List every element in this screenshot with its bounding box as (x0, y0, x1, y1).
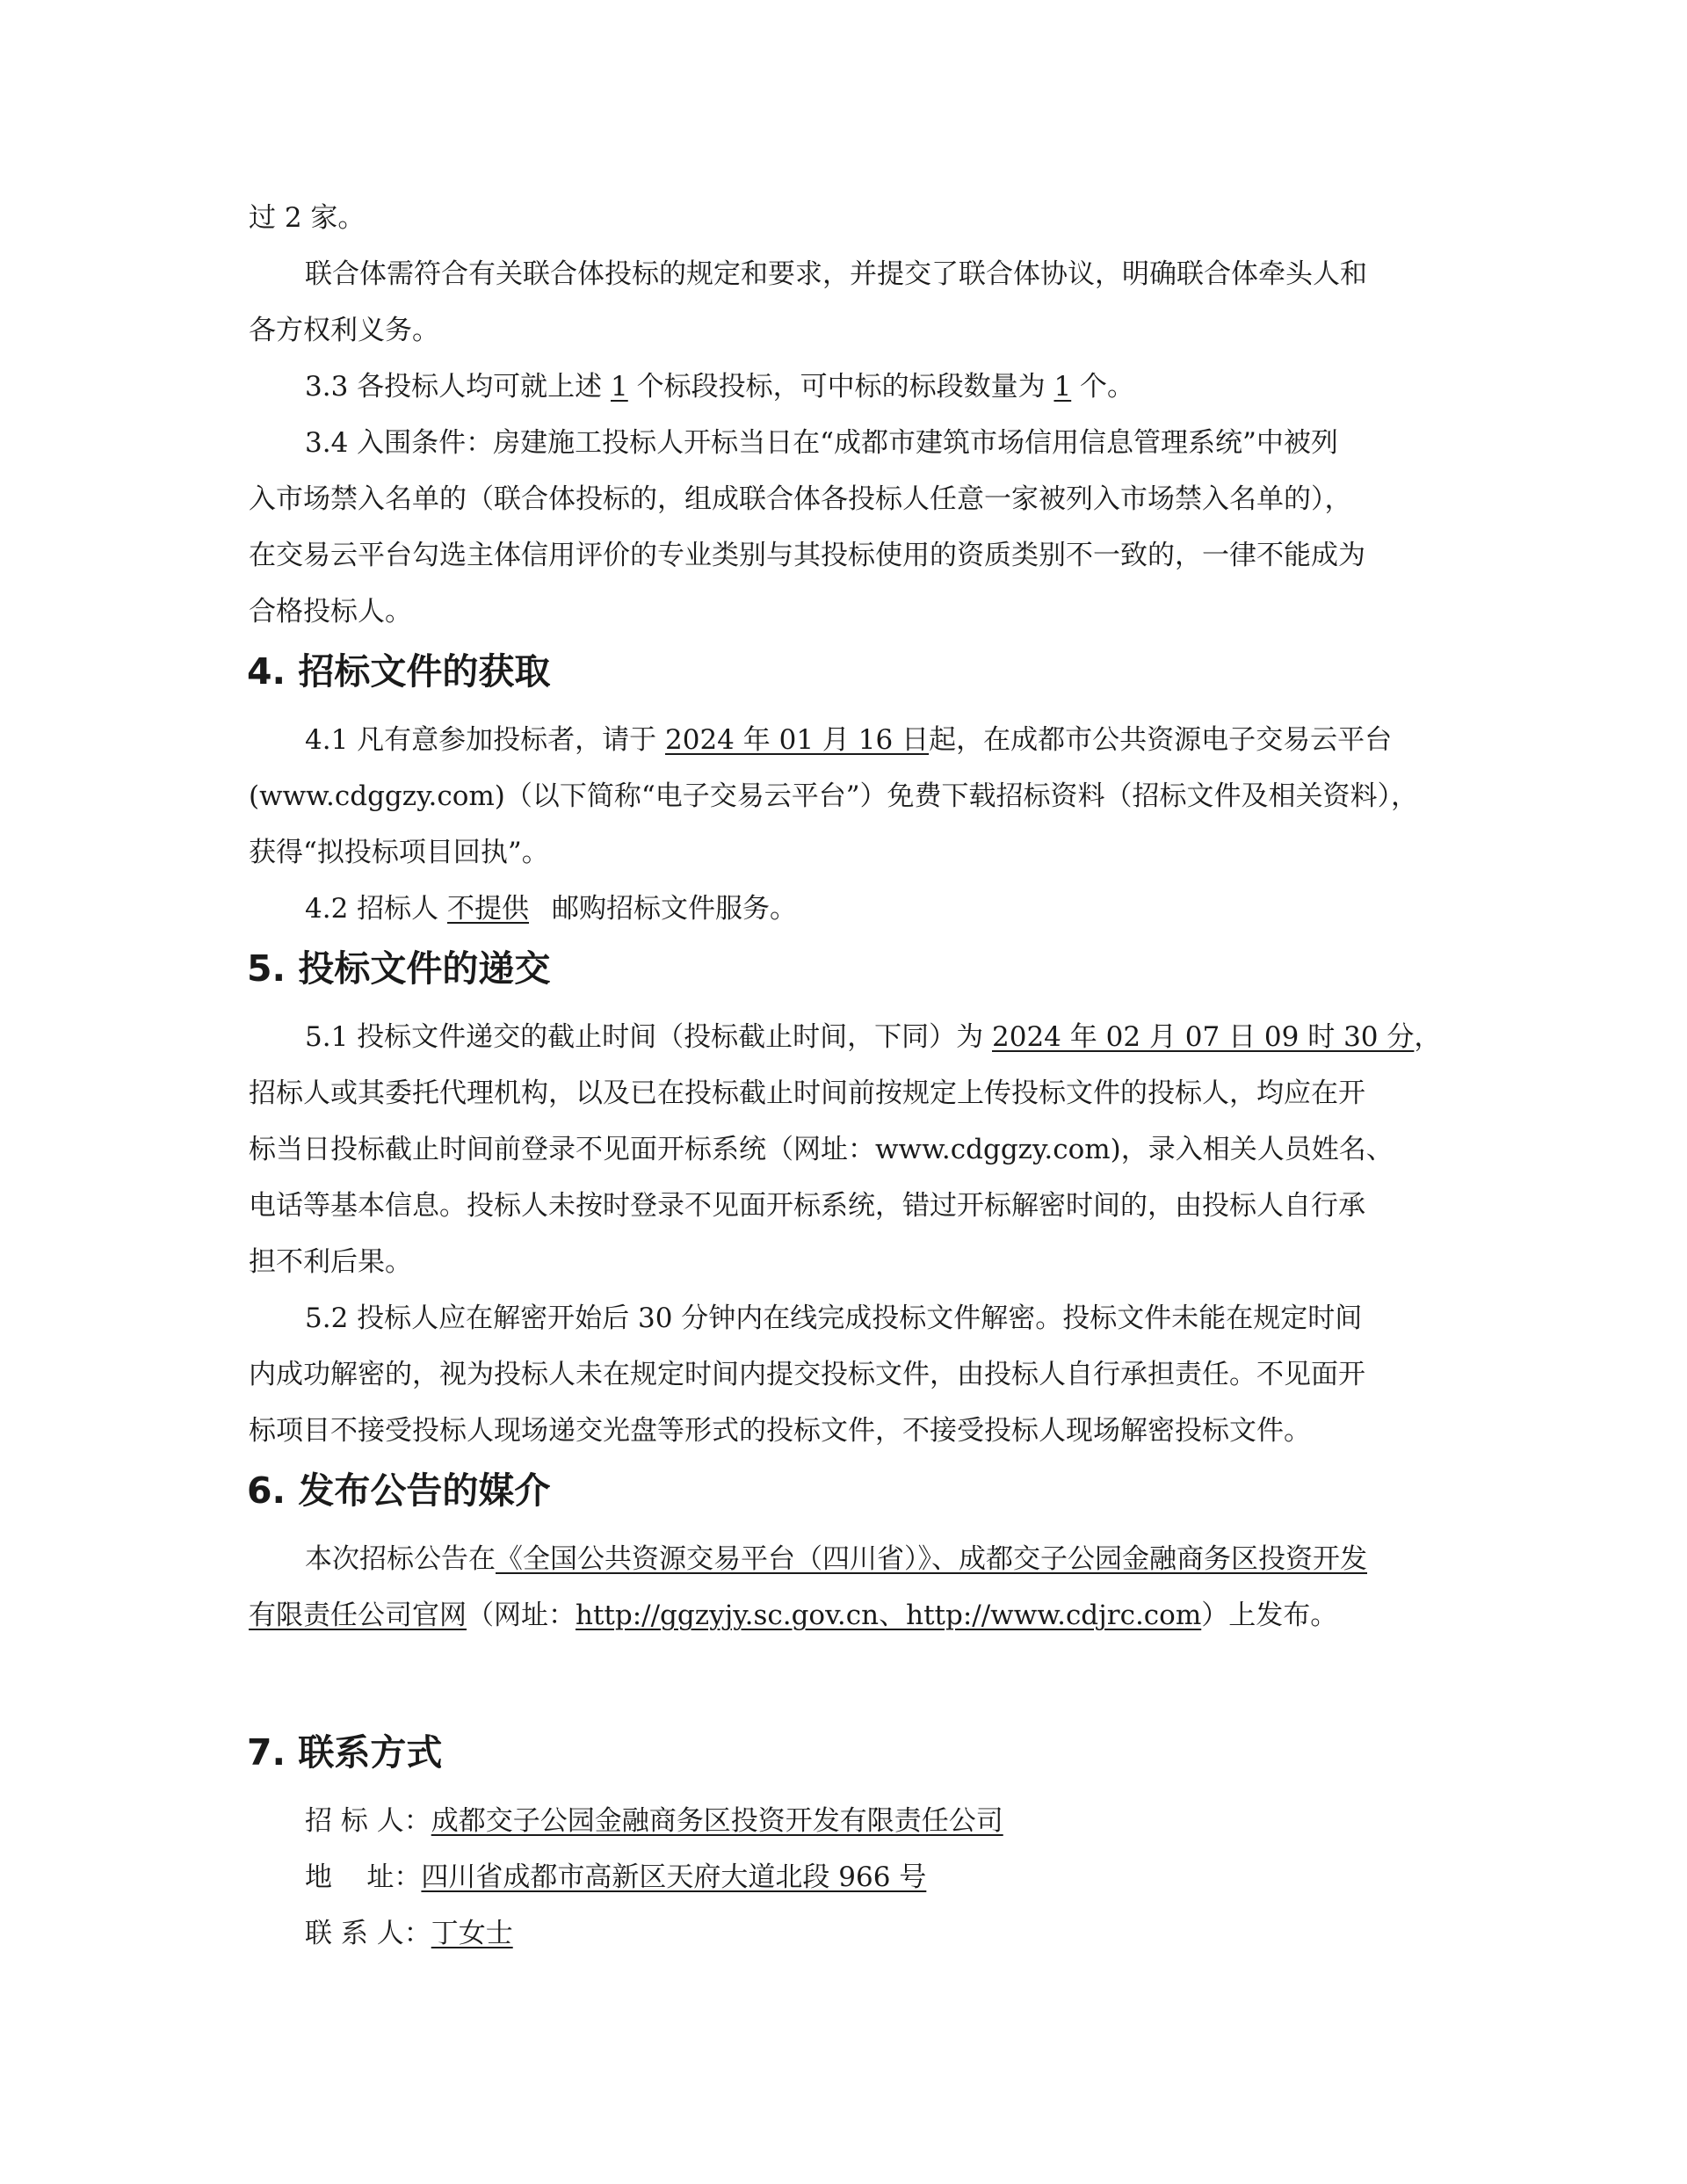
text: 本次招标公告在 (305, 1543, 496, 1575)
heading-text: 4. 招标文件的获取 (247, 650, 551, 693)
text: 标当日投标截止时间前登录不见面开标系统（网址：www.cdggzy.com)，录入相关人员姓名、 (249, 1134, 1394, 1165)
text: ， (1414, 1021, 1442, 1053)
section-heading (247, 946, 550, 991)
text: 合格投标人。 (249, 596, 412, 628)
heading-text: 6. 发布公告的媒介 (247, 1469, 551, 1512)
paragraph-line (305, 425, 1338, 461)
paragraph-line (249, 594, 412, 629)
contact-label: 地 址： (305, 1861, 422, 1893)
text: 担不利后果。 (249, 1246, 412, 1278)
underlined-date: 2024 年 01 月 16 日 (665, 724, 930, 756)
underlined-value: 1 (611, 371, 628, 403)
paragraph-line (249, 482, 1352, 517)
text: 联合体需符合有关联合体投标的规定和要求，并提交了联合体协议，明确联合体牵头人和 (305, 258, 1367, 290)
text: 各方权利义务。 (249, 315, 439, 346)
text: 4.1 凡有意参加投标者，请于 (305, 724, 666, 756)
contact-person (305, 1916, 513, 1951)
paragraph-line (249, 200, 365, 236)
paragraph-line (249, 1244, 412, 1280)
underlined-value: 不提供 (447, 893, 530, 925)
underlined-value: 1 (1053, 371, 1072, 403)
paragraph-line (305, 1542, 1367, 1577)
paragraph-line (249, 1598, 1337, 1633)
contact-label: 联 系 人： (305, 1918, 431, 1949)
text: 内成功解密的，视为投标人未在规定时间内提交投标文件，由投标人自行承担责任。不见面开 (249, 1359, 1365, 1390)
text: (www.cdggzy.com)（以下简称“电子交易云平台”）免费下载招标资料（招标文件及相关资料）， (249, 780, 1419, 812)
text: 获得“拟投标项目回执”。 (249, 837, 549, 868)
contact-tenderer (305, 1803, 1003, 1839)
text: ）上发布。 (1201, 1600, 1338, 1631)
paragraph-line (249, 1357, 1365, 1392)
paragraph-line (249, 313, 439, 348)
contact-value: 成都交子公园金融商务区投资开发有限责任公司 (431, 1805, 1003, 1837)
paragraph-line (249, 1076, 1365, 1111)
section-heading (247, 1730, 442, 1775)
paragraph-line (305, 722, 1392, 758)
paragraph-line (305, 891, 797, 926)
underlined-date: 2024 年 02 月 07 日 09 时 30 分 (992, 1021, 1415, 1053)
contact-value: 四川省成都市高新区天府大道北段 966 号 (421, 1861, 927, 1893)
text: 招标人或其委托代理机构，以及已在投标截止时间前按规定上传投标文件的投标人，均应在开 (249, 1077, 1365, 1109)
paragraph-line (249, 1132, 1394, 1167)
text: 个。 (1071, 371, 1135, 403)
underlined-url: http://ggzyjy.sc.gov.cn、http://www.cdjrc.com (576, 1600, 1202, 1631)
heading-text: 7. 联系方式 (247, 1731, 443, 1774)
text: 入市场禁入名单的（联合体投标的，组成联合体各投标人任意一家被列入市场禁入名单的）， (249, 483, 1352, 515)
paragraph-line (305, 369, 1134, 404)
text: 3.4 入围条件：房建施工投标人开标当日在“成都市建筑市场信用信息管理系统”中被列 (305, 427, 1338, 459)
heading-text: 5. 投标文件的递交 (247, 947, 551, 990)
paragraph-line (249, 779, 1418, 814)
text: 3.3 各投标人均可就上述 (305, 371, 612, 403)
contact-value: 丁女士 (431, 1918, 513, 1949)
paragraph-line (249, 538, 1365, 573)
paragraph-line (305, 1301, 1362, 1336)
text: 标项目不接受投标人现场递交光盘等形式的投标文件，不接受投标人现场解密投标文件。 (249, 1415, 1311, 1447)
text: 4.2 招标人 (305, 893, 448, 925)
section-heading (247, 1468, 550, 1513)
text: （网址： (467, 1600, 576, 1631)
text: 在交易云平台勾选主体信用评价的专业类别与其投标使用的资质类别不一致的，一律不能成为 (249, 540, 1365, 571)
contact-label: 招 标 人： (305, 1805, 431, 1837)
text: 5.1 投标文件递交的截止时间（投标截止时间，下同）为 (305, 1021, 993, 1053)
paragraph-line (249, 1188, 1365, 1223)
underlined-media-name: 有限责任公司官网 (249, 1600, 467, 1631)
paragraph-line (305, 257, 1367, 292)
text: 起，在成都市公共资源电子交易云平台 (929, 724, 1393, 756)
text: 5.2 投标人应在解密开始后 30 分钟内在线完成投标文件解密。投标文件未能在规定时间 (305, 1302, 1363, 1334)
text: 过 2 家。 (249, 202, 366, 234)
text: 邮购招标文件服务。 (552, 893, 798, 925)
paragraph-line (249, 835, 549, 870)
underlined-media-name: 《全国公共资源交易平台（四川省）》、成都交子公园金融商务区投资开发 (496, 1543, 1367, 1575)
paragraph-line (305, 1019, 1441, 1055)
text: 个标段投标，可中标的标段数量为 (627, 371, 1054, 403)
contact-address (305, 1860, 926, 1895)
text: 电话等基本信息。投标人未按时登录不见面开标系统，错过开标解密时间的，由投标人自行承 (249, 1190, 1365, 1222)
paragraph-line (249, 1413, 1311, 1448)
section-heading (247, 649, 550, 694)
